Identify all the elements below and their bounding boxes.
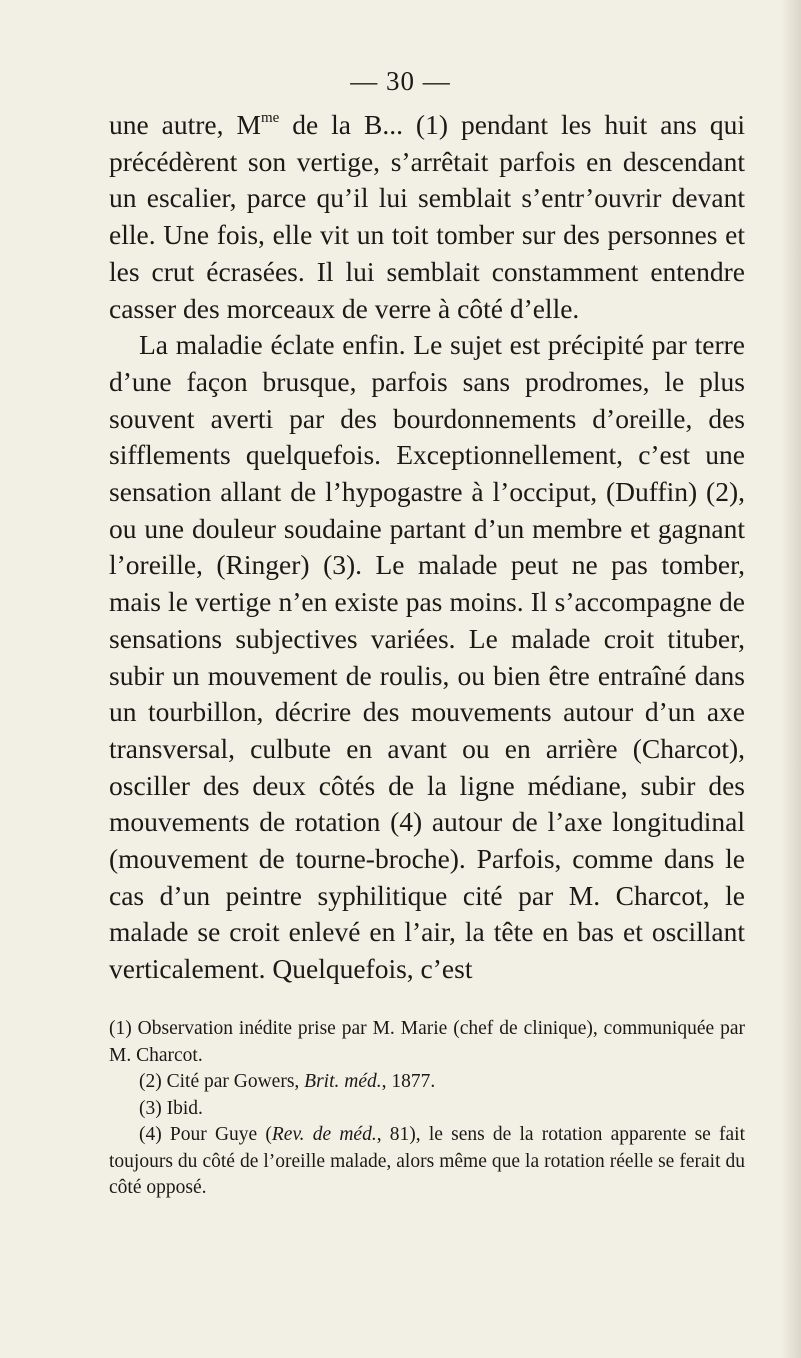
footnote-4-end: , 81), le sens de la rotation apparente se fait toujours du côté de l’oreille malade, alors même que la rotation réelle se ferait du côté opposé. xyxy=(109,1124,745,1198)
paragraph-2: La maladie éclate enfin. Le sujet est précipité par terre d’une façon brusque, parfois sans prodromes, le plus souvent averti par des bourdonnements d’oreille, des sifflements quelquefois. Exceptionnellement, c’est une sensation allant de l’hypogastre à l’occiput, (Duffin) (2), ou une douleur soudaine partant d’un membre et gagnant l’oreille, (Ringer) (3). Le malade peut ne pas tomber, mais le vertige n’en existe pas moins. Il s’accompagne de sensations subjectives variées. Le malade croit tituber, subir un mouvement de roulis, ou bien être entraîné dans un tourbillon, décrire des mouvements autour d’un axe transversal, culbute en avant ou en arrière (Charcot), osciller des deux côtés de la ligne médiane, subir des mouvements de rotation (4) autour de l’axe longitudinal (mouvement de tourne-broche). Parfois, comme dans le cas d’un peintre syphilitique cité par M. Charcot, le malade se croit enlevé en l’air, la tête en bas et oscillant verticalement. Quelquefois, c’est xyxy=(109,329,745,985)
page-number: — 30 — xyxy=(350,66,451,96)
footnote-3: (3) Ibid. xyxy=(139,1097,203,1119)
footnote-2 xyxy=(109,1069,745,1096)
footnote-4 xyxy=(109,1122,745,1202)
paragraph-1 xyxy=(109,107,745,327)
footnote-2-start: (2) Cité par Gowers, xyxy=(139,1071,305,1092)
footnote-2-end: , 1877. xyxy=(381,1071,436,1092)
paragraph-1-start: une autre, M xyxy=(109,109,261,140)
footnote-2-journal: Brit. méd. xyxy=(304,1071,382,1092)
footnotes xyxy=(109,1016,745,1202)
footnote-4-start: (4) Pour Guye ( xyxy=(139,1124,272,1145)
paragraph-1-rest: de la B... (1) pendant les huit ans qui précédèrent son vertige, s’arrêtait parfois en descendant un escalier, parce qu’il lui semblait s’entr’ouvrir devant elle. Une fois, elle vit un toit tomber sur des personnes et les crut écrasées. Il lui semblait constamment entendre casser des morceaux de verre à côté d’elle. xyxy=(109,109,745,324)
page-edge-shadow xyxy=(781,0,801,1358)
main-text xyxy=(109,107,745,988)
superscript-me: me xyxy=(260,110,280,126)
footnote-4-journal: Rev. de méd. xyxy=(271,1124,377,1145)
footnote-1: (1) Observation inédite prise par M. Marie (chef de clinique), communiquée par M. Charcot. xyxy=(109,1018,745,1066)
